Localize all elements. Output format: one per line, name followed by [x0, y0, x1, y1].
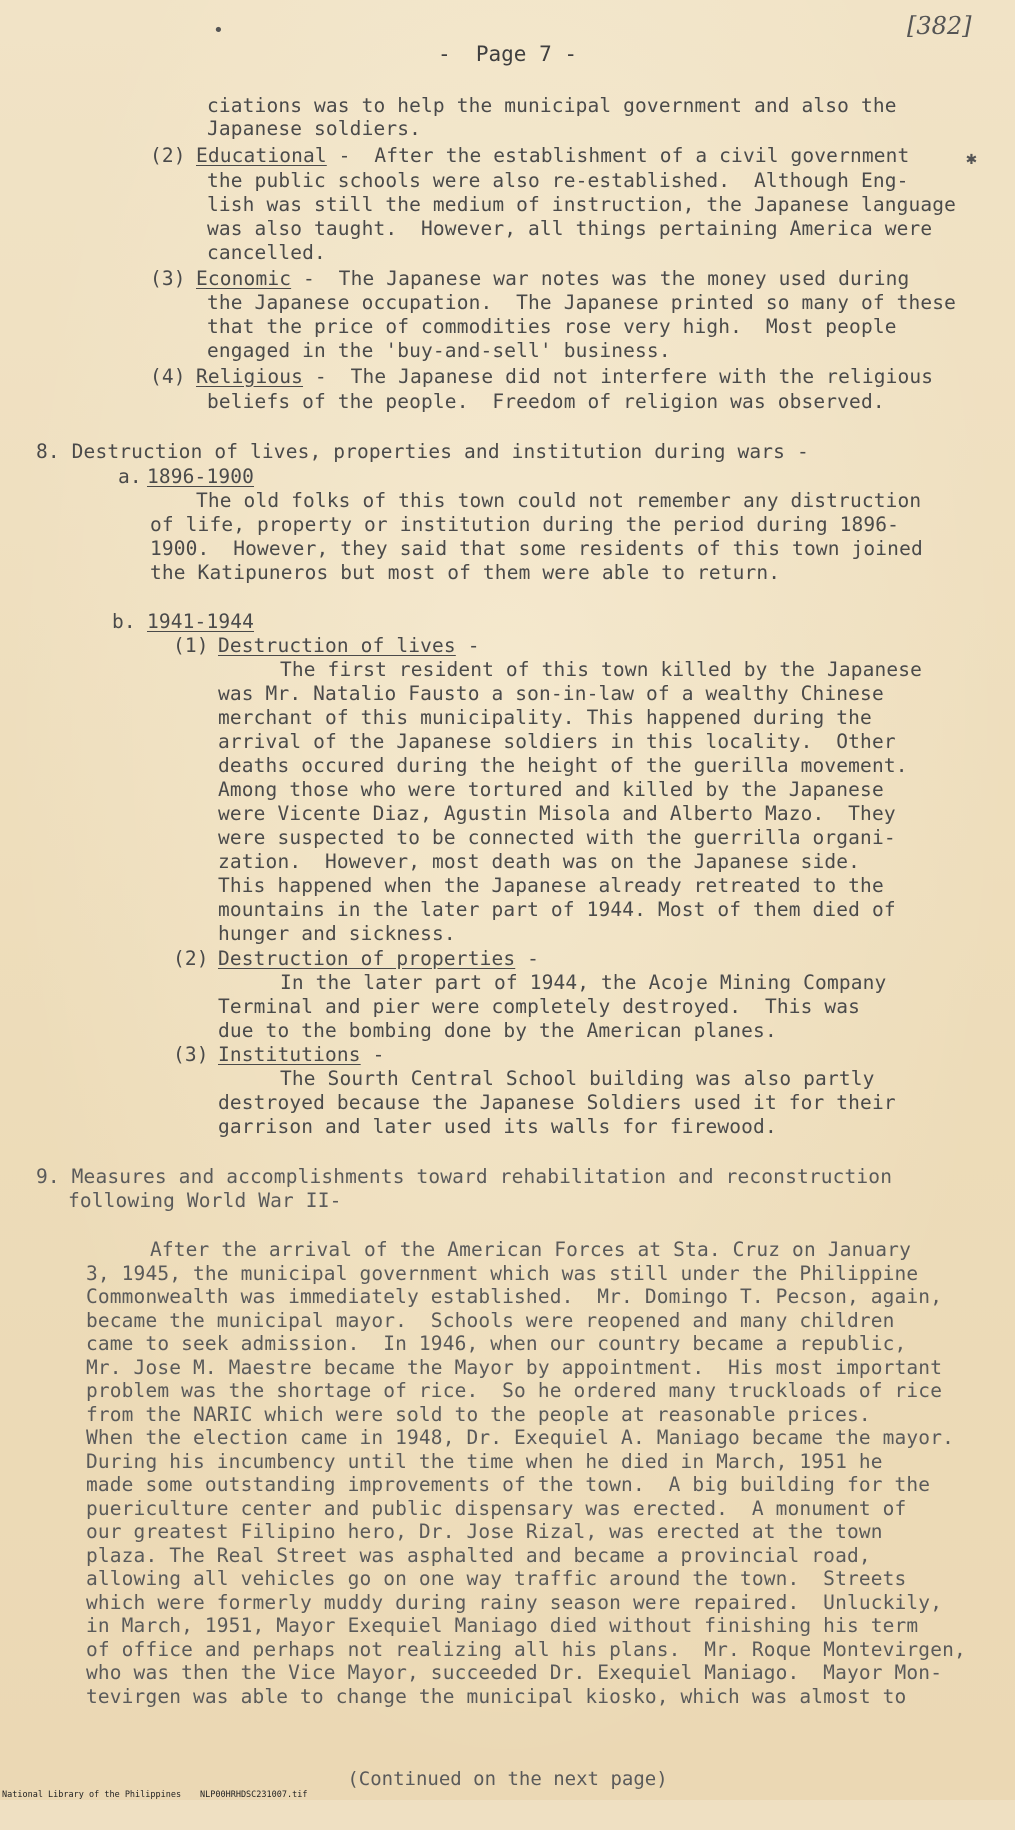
paragraph-line: puericulture center and public dispensary was erected. A monument of: [86, 1496, 907, 1520]
paragraph-line: engaged in the 'buy-and-sell' business.: [207, 339, 671, 362]
item-text: -: [515, 947, 540, 970]
item-text: - The Japanese war notes was the money used during: [291, 267, 910, 290]
paragraph-line: that the price of commodities rose very high. Most people: [207, 315, 897, 338]
paragraph-line: deaths occured during the height of the guerilla movement.: [218, 754, 908, 777]
margin-mark: ✱: [966, 148, 977, 169]
paragraph-line: was also taught. However, all things pertaining America were: [207, 217, 933, 240]
page-header: - Page 7 -: [437, 42, 578, 66]
subsection-title: 1941-1944: [147, 610, 255, 633]
paragraph-line: 1900. However, they said that some residents of this town joined: [150, 537, 923, 560]
paragraph-line: The first resident of this town killed by the Japanese: [280, 658, 923, 681]
list-item-heading: [218, 634, 480, 657]
list-item-number: (4): [150, 365, 186, 388]
paragraph-line: problem was the shortage of rice. So he ordered many truckloads of rice: [86, 1379, 943, 1402]
paragraph-line: Among those who were tortured and killed by the Japanese: [218, 778, 884, 801]
paragraph-line: of office and perhaps not realizing all his plans. Mr. Roque Montevirgen,: [86, 1637, 966, 1661]
list-item-number: (2): [173, 947, 209, 970]
paragraph-line: garrison and later used its walls for firewood.: [218, 1115, 777, 1138]
paragraph-line: Commonwealth was immediately established. Mr. Domingo T. Pecson, again,: [86, 1285, 943, 1308]
paragraph-line: which were formerly muddy during rainy season were repaired. Unluckily,: [86, 1590, 943, 1614]
paragraph-line: 3, 1945, the municipal government which was still under the Philippine: [86, 1261, 919, 1285]
item-title: Educational: [196, 144, 327, 167]
paragraph-line: ciations was to help the municipal government and also the: [207, 94, 897, 117]
item-text: -: [455, 634, 480, 657]
paragraph-line: Mr. Jose M. Maestre became the Mayor by appointment. His most important: [86, 1355, 943, 1379]
list-item-heading: [218, 1043, 384, 1066]
paragraph-line: When the election came in 1948, Dr. Exequiel A. Maniago became the mayor.: [86, 1426, 954, 1449]
paragraph-line: the Katipuneros but most of them were able to return.: [150, 561, 781, 584]
paragraph-line: of life, property or institution during the period during 1896-: [150, 513, 900, 536]
paragraph-line: made some outstanding improvements of the town. A big building for the: [86, 1473, 931, 1496]
scan-footer: [0, 1790, 1015, 1830]
paragraph-line: merchant of this municipality. This happened during the: [218, 706, 872, 729]
list-item-number: (1): [173, 634, 209, 657]
list-item-number: (3): [150, 267, 186, 290]
paragraph-line: was Mr. Natalio Fausto a son-in-law of a wealthy Chinese: [218, 682, 884, 705]
page-number-mark: [382]: [907, 12, 972, 40]
paragraph-line: In the later part of 1944, the Acoje Mining Company: [280, 971, 887, 994]
paragraph-line: plaza. The Real Street was asphalted and became a provincial road,: [86, 1543, 871, 1567]
item-text: -: [360, 1043, 385, 1066]
paragraph-line: the Japanese occupation. The Japanese printed so many of these: [207, 291, 957, 314]
continued-note: (Continued on the next page): [347, 1768, 668, 1790]
subsection-title: 1896-1900: [147, 465, 255, 488]
paragraph-line: Japanese soldiers.: [207, 117, 422, 140]
paragraph-line: Terminal and pier were completely destroyed. This was: [218, 995, 861, 1018]
section-heading: 8. Destruction of lives, properties and institution during wars -: [36, 440, 809, 463]
list-item-heading: [196, 144, 909, 167]
paragraph-line: lish was still the medium of instruction, the Japanese language: [207, 193, 957, 216]
ink-speck: •: [213, 20, 224, 41]
list-item-heading: [196, 365, 933, 388]
item-title: Institutions: [218, 1043, 361, 1066]
paragraph-line: who was then the Vice Mayor, succeeded Dr. Exequiel Maniago. Mayor Mon-: [86, 1661, 943, 1684]
paragraph-line: cancelled.: [207, 241, 326, 264]
subsection-label: a.: [118, 465, 142, 488]
paragraph-line: After the arrival of the American Forces at Sta. Cruz on January: [150, 1238, 911, 1261]
paragraph-line: beliefs of the people. Freedom of religion was observed.: [207, 390, 885, 413]
paragraph-line: The old folks of this town could not remember any distruction: [196, 489, 922, 512]
paragraph-line: hunger and sickness.: [218, 922, 456, 945]
paragraph-line: tevirgen was able to change the municipal kiosko, which was almost to: [86, 1684, 907, 1708]
footer-library: National Library of the Philippines: [2, 1790, 182, 1800]
paragraph-line: arrival of the Japanese soldiers in this locality. Other: [218, 730, 896, 753]
item-text: - After the establishment of a civil government: [326, 144, 910, 167]
paragraph-line: due to the bombing done by the American planes.: [218, 1019, 777, 1042]
list-item-heading: [218, 947, 539, 970]
paragraph-line: were suspected to be connected with the guerrilla organi-: [218, 826, 896, 849]
list-item-number: (2): [150, 144, 186, 167]
paragraph-line: The Sourth Central School building was also partly: [280, 1067, 875, 1090]
list-item-number: (3): [173, 1043, 209, 1066]
item-text: - The Japanese did not interfere with the religious: [303, 365, 934, 388]
paragraph-line: mountains in the later part of 1944. Most of them died of: [218, 898, 896, 921]
paragraph-line: This happened when the Japanese already retreated to the: [218, 874, 884, 897]
item-title: Destruction of lives: [218, 634, 456, 657]
paragraph-line: destroyed because the Japanese Soldiers used it for their: [218, 1091, 896, 1114]
footer-filename: NLP00HRHDSC231007.tif: [200, 1790, 308, 1800]
paragraph-line: were Vicente Diaz, Agustin Misola and Alberto Mazo. They: [218, 802, 896, 825]
paragraph-line: the public schools were also re-established. Although Eng-: [207, 169, 909, 192]
paragraph-line: zation. However, most death was on the Japanese side.: [218, 850, 861, 873]
paragraph-line: became the municipal mayor. Schools were reopened and many children: [86, 1308, 895, 1332]
paragraph-line: During his incumbency until the time when he died in March, 1951 he: [86, 1449, 883, 1473]
item-title: Destruction of properties: [218, 947, 516, 970]
paragraph-line: from the NARIC which were sold to the people at reasonable prices.: [86, 1402, 871, 1426]
section-heading: following World War II-: [68, 1189, 342, 1212]
section-heading: 9. Measures and accomplishments toward rehabilitation and reconstruction: [36, 1165, 893, 1188]
paragraph-line: allowing all vehicles go on one way traffic around the town. Streets: [86, 1567, 907, 1590]
item-title: Religious: [196, 365, 304, 388]
list-item-heading: [196, 267, 909, 290]
paragraph-line: came to seek admission. In 1946, when our country became a republic,: [86, 1332, 907, 1355]
paragraph-line: our greatest Filipino hero, Dr. Jose Rizal, was erected at the town: [86, 1520, 883, 1543]
subsection-label: b.: [112, 610, 136, 633]
paragraph-line: in March, 1951, Mayor Exequiel Maniago died without finishing his term: [86, 1614, 919, 1637]
item-title: Economic: [196, 267, 292, 290]
